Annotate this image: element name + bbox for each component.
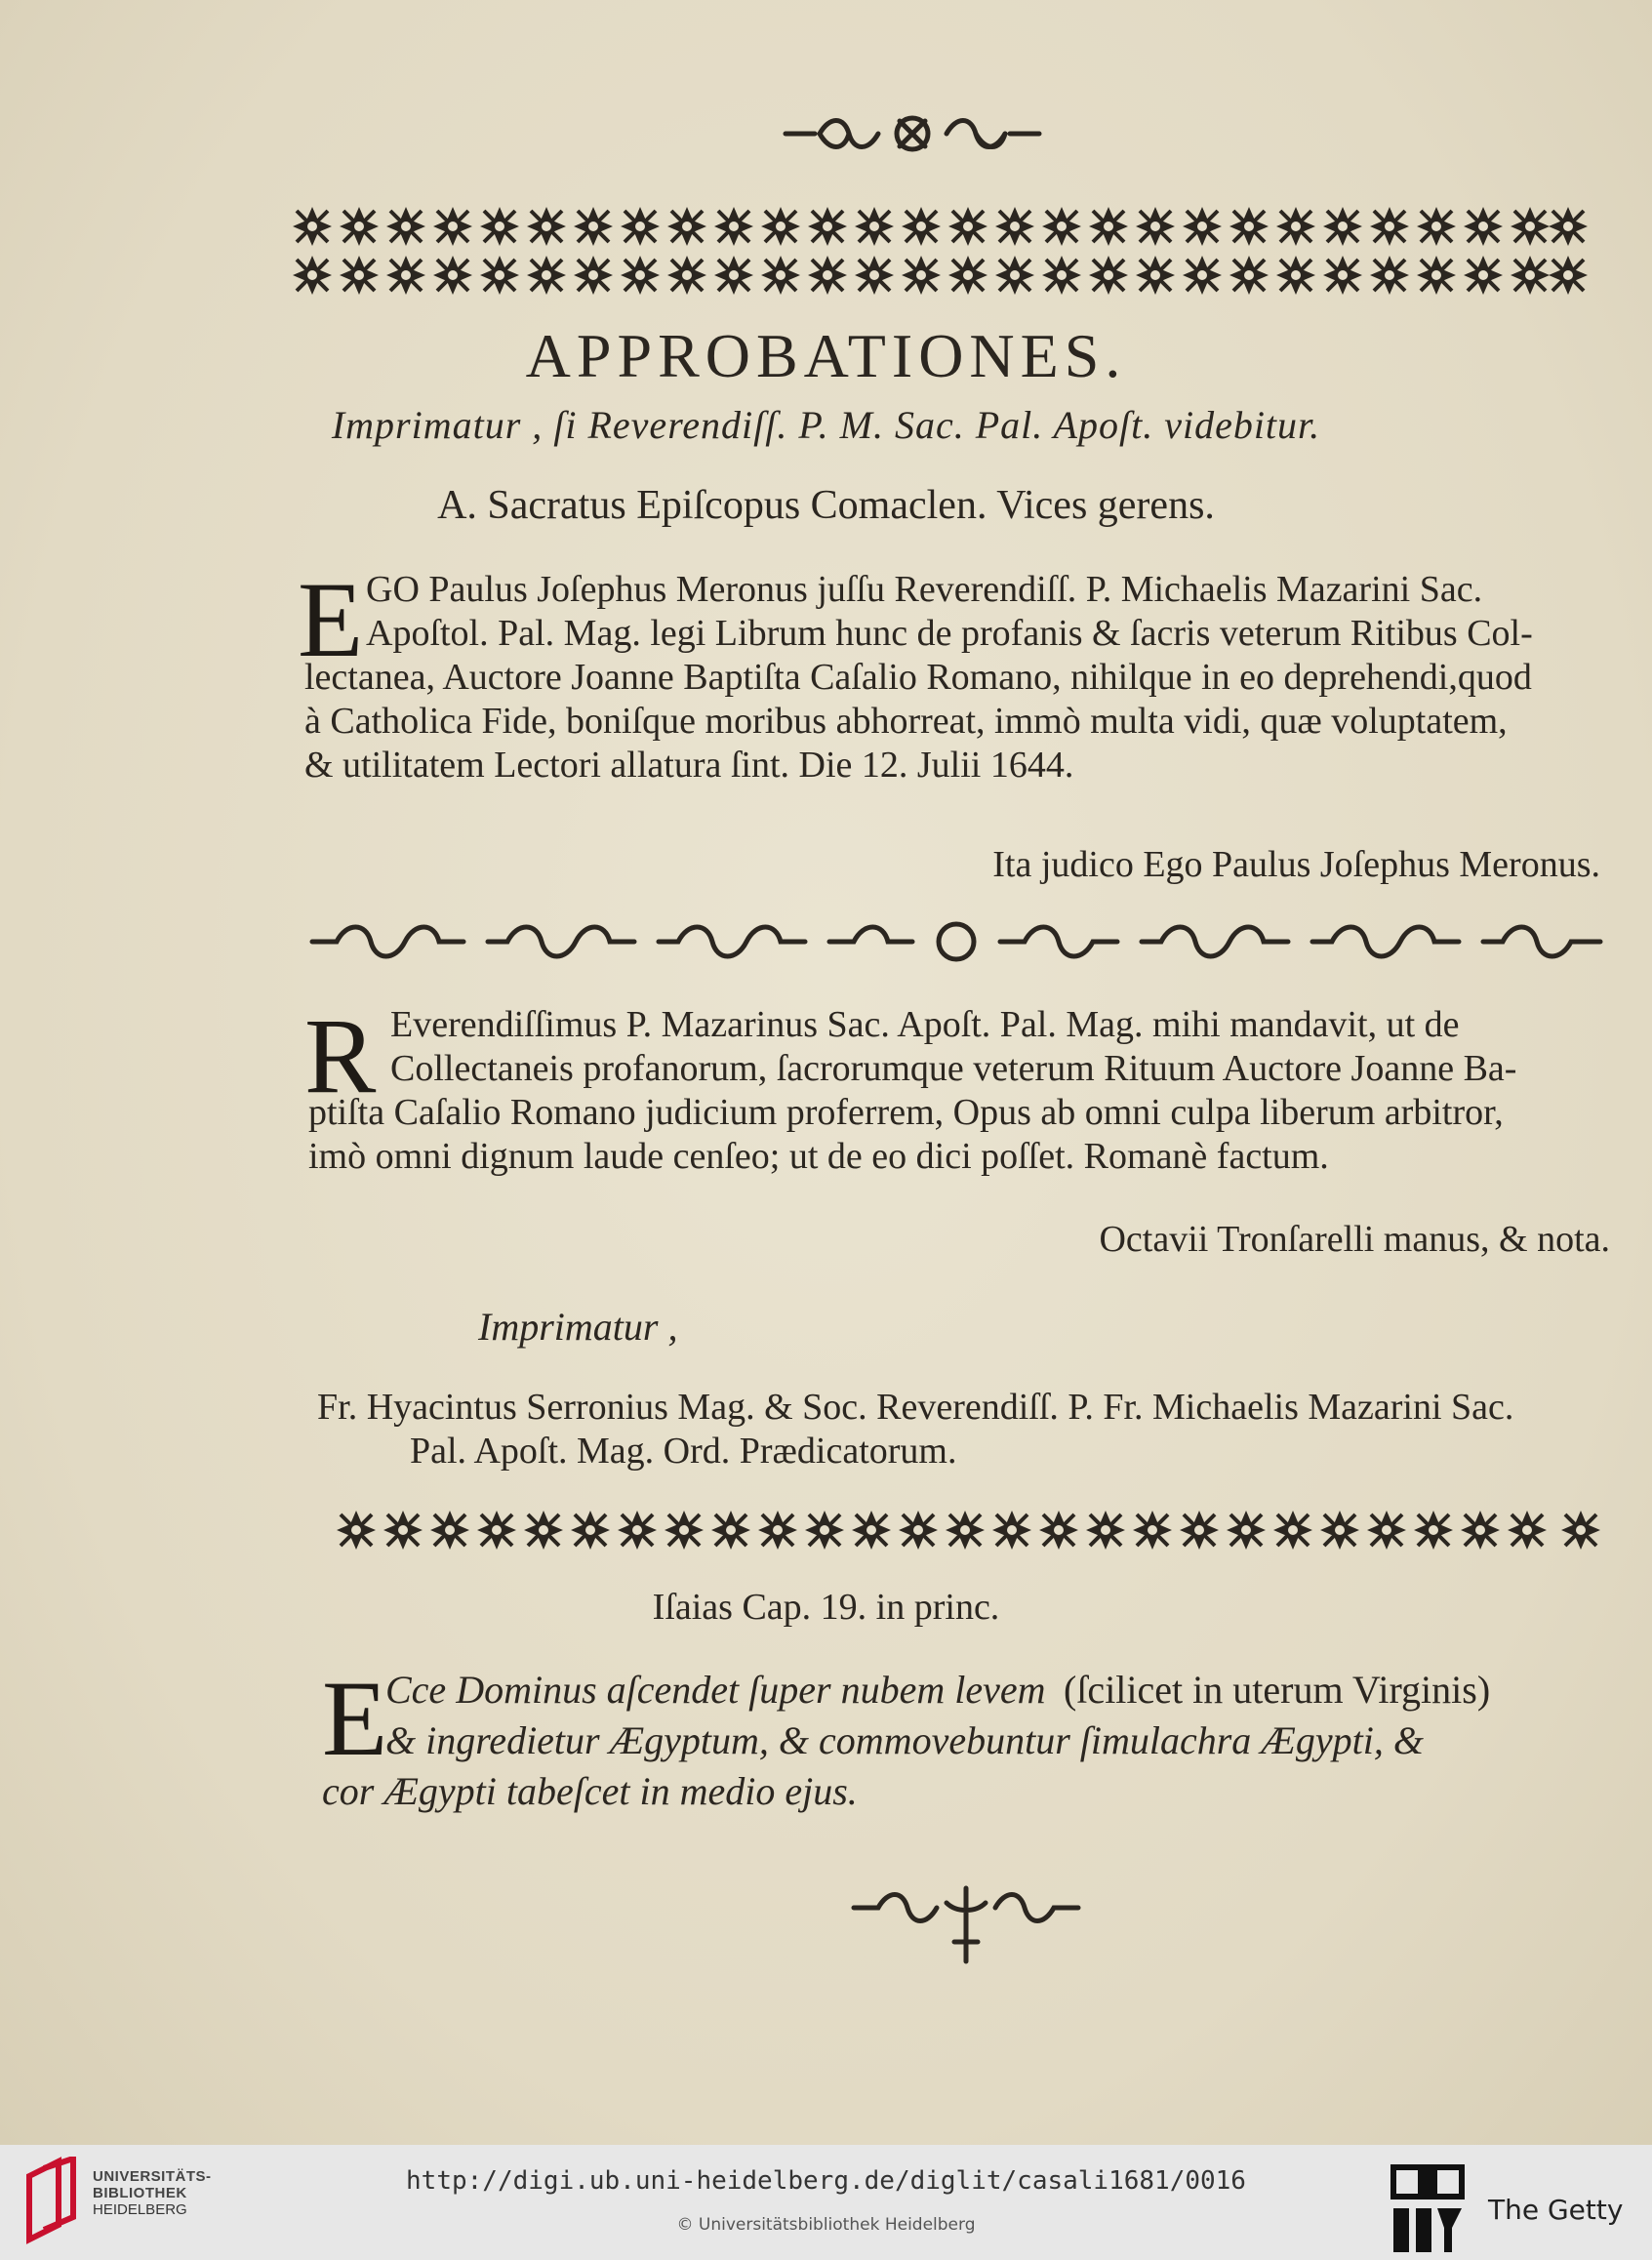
copyright-notice: © Universitätsbibliothek Heidelberg <box>676 2215 976 2235</box>
para2-line-1: Everendiſſimus P. Mazarinus Sac. Apoſt. Pal. Mag. mihi mandavit, ut de <box>390 1004 1460 1045</box>
para2-line-2: Collectaneis profanorum, ſacrorumque veterum Rituum Auctore Joanne Ba- <box>390 1048 1517 1089</box>
permalink-url[interactable]: http://digi.ub.uni-heidelberg.de/diglit/casali1681/0016 <box>406 2166 1246 2196</box>
approbation-paragraph-2 <box>390 1003 1516 1091</box>
approbation-paragraph-2-cont <box>308 1091 1504 1179</box>
para3-line-1: Cce Dominus aſcendet ſuper nubem levem <box>385 1668 1046 1712</box>
sacratus-line: A. Sacratus Epiſcopus Comaclen. Vices gerens. <box>437 483 1215 528</box>
dropcap-E-2: E <box>322 1659 388 1778</box>
vine-ornament-divider <box>307 912 1605 971</box>
para1-line-4: à Catholica Fide, boniſque moribus abhorreat, immò multa vidi, quæ voluptatem, <box>304 701 1508 742</box>
ornament-band-middle <box>332 1503 1610 1557</box>
para1-line-2: Apoſtol. Pal. Mag. legi Librum hunc de profanis & ſacris veterum Ritibus Col- <box>366 613 1533 654</box>
hyacintus-line-2: Pal. Apoſt. Mag. Ord. Prædicatorum. <box>410 1431 957 1472</box>
getty-label: The Getty <box>1488 2194 1624 2226</box>
top-ornament <box>781 109 1044 158</box>
para2-line-4: imò omni dignum laude cenſeo; ut de eo dici poſſet. Romanè factum. <box>308 1136 1329 1177</box>
para2-line-3: ptiſta Caſalio Romano judicium proferrem, Opus ab omni culpa liberum arbitror, <box>308 1092 1504 1133</box>
para3-line-1b: (ſcilicet in uterum Virginis) <box>1064 1668 1491 1712</box>
para1-line-3: lectanea, Auctore Joanne Baptiſta Caſalio Romano, nihilque in eo deprehendi,quod <box>304 657 1532 698</box>
library-name-line-1: UNIVERSITÄTS- <box>93 2168 212 2185</box>
hyacintus-block-cont <box>410 1430 956 1473</box>
ornament-band-top <box>288 200 1591 303</box>
para3-line-3: cor Ægypti tabeſcet in medio ejus. <box>322 1769 858 1813</box>
library-name-line-3: HEIDELBERG <box>93 2201 187 2218</box>
hyacintus-block <box>317 1386 1513 1430</box>
para1-line-5: & utilitatem Lectori allatura ſint. Die 12. Julii 1644. <box>304 745 1074 786</box>
dropcap-R: R <box>304 996 377 1115</box>
approbation-paragraph-1 <box>366 568 1533 656</box>
bottom-ornament <box>849 1883 1083 1971</box>
approbation-paragraph-1-cont <box>304 656 1532 787</box>
octavii-line: Octavii Tronſarelli manus, & nota. <box>1099 1219 1610 1260</box>
isaias-line: Iſaias Cap. 19. in princ. <box>652 1587 1000 1628</box>
imprimatur-line-2: Imprimatur , <box>478 1305 678 1349</box>
imprimatur-line-1: Imprimatur , ſi Reverendiſſ. P. M. Sac. Pal. Apoſt. videbitur. <box>331 403 1321 447</box>
para3-line-2: & ingredietur Ægyptum, & commovebuntur ſimulachra Ægypti, & <box>385 1718 1424 1762</box>
page-title: APPROBATIONES. <box>525 321 1127 390</box>
library-name-line-2: BIBLIOTHEK <box>93 2185 187 2201</box>
dropcap-E-1: E <box>298 560 364 679</box>
ita-judico-line: Ita judico Ego Paulus Joſephus Meronus. <box>992 844 1600 885</box>
getty-logo-icon <box>1390 2164 1469 2257</box>
hyacintus-line-1: Fr. Hyacintus Serronius Mag. & Soc. Reverendiſſ. P. Fr. Michaelis Mazarini Sac. <box>317 1387 1514 1428</box>
para1-line-1: GO Paulus Joſephus Meronus juſſu Reverendiſſ. P. Michaelis Mazarini Sac. <box>366 569 1483 610</box>
